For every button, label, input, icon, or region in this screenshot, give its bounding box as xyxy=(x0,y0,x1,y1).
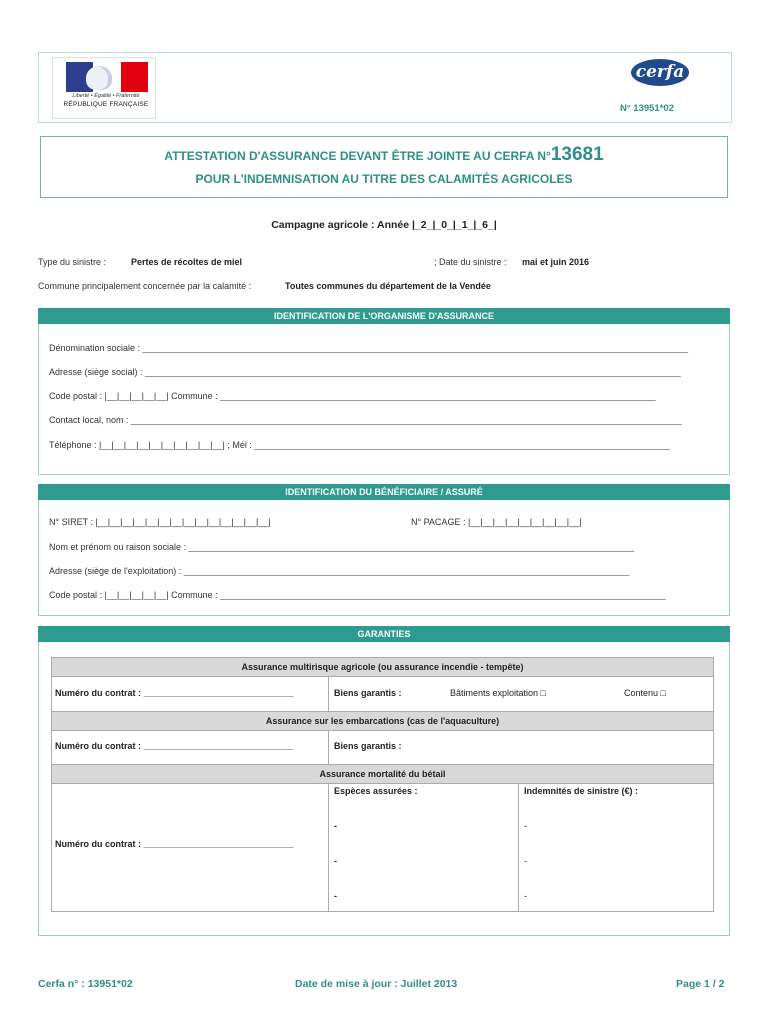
footer-page-number: Page 1 / 2 xyxy=(676,978,725,990)
commune-label: Commune principalement concernée par la calamité : xyxy=(38,281,252,291)
mortalite-header: Assurance mortalité du bétail xyxy=(51,764,714,784)
multirisque-contract-field[interactable]: Numéro du contrat : ______________________________ xyxy=(55,688,294,698)
title-cerfa-number: 13681 xyxy=(550,144,604,165)
code-postal-commune-beneficiaire-field[interactable]: Code postal : |__|__|__|__|__| Commune : _________________________________________________________________________________________ xyxy=(49,590,666,600)
espece-entry-2[interactable]: - xyxy=(334,856,337,866)
telephone-mel-field[interactable]: Téléphone : |__|__|__|__|__|__|__|__|__|__| ; Mél : ___________________________________________________________________________________ xyxy=(49,440,670,450)
espece-entry-3[interactable]: - xyxy=(334,891,337,901)
pacage-field[interactable]: N° PACAGE : |__|__|__|__|__|__|__|__|__| xyxy=(411,517,582,527)
footer-cerfa-number: Cerfa n° : 13951*02 xyxy=(38,978,133,990)
republic-name: RÉPUBLIQUE FRANÇAISE xyxy=(63,101,149,108)
espece-entry-1[interactable]: - xyxy=(334,821,337,831)
siret-field[interactable]: N° SIRET : |__|__|__|__|__|__|__|__|__|__|__|__|__|__| xyxy=(49,517,271,527)
multirisque-header: Assurance multirisque agricole (ou assurance incendie - tempête) xyxy=(51,657,714,677)
footer-update-date: Date de mise à jour : Juillet 2013 xyxy=(295,978,458,990)
sinistre-date-value: mai et juin 2016 xyxy=(522,257,590,267)
marianne-flag-icon xyxy=(66,62,148,92)
commune-value: Toutes communes du département de la Vendée xyxy=(285,281,491,291)
contact-field[interactable]: Contact local, nom : ______________________________________________________________________________________________________________ xyxy=(49,415,682,425)
contenu-checkbox[interactable]: Contenu □ xyxy=(624,688,666,698)
especes-cell xyxy=(328,783,519,912)
title-prefix: ATTESTATION D'ASSURANCE DEVANT ÊTRE JOINTE AU CERFA N° xyxy=(164,149,551,163)
cerfa-logo: cerfa xyxy=(631,59,689,86)
nom-raison-sociale-field[interactable]: Nom et prénom ou raison sociale : _________________________________________________________________________________________ xyxy=(49,542,635,552)
denomination-field[interactable]: Dénomination sociale : _____________________________________________________________________________________________________________ xyxy=(49,343,689,353)
sinistre-date-label: ; Date du sinistre : xyxy=(434,257,507,267)
indemnites-label: Indemnités de sinistre (€) : xyxy=(524,786,639,796)
section-garanties-title: GARANTIES xyxy=(38,626,730,642)
multirisque-biens-label: Biens garantis : xyxy=(334,688,402,698)
indemnites-cell xyxy=(518,783,714,912)
campagne-year: Campagne agricole : Année |_2_|_0_|_1_|_6_| xyxy=(271,219,497,231)
batiments-checkbox[interactable]: Bâtiments exploitation □ xyxy=(450,688,546,698)
section-assureur-title: IDENTIFICATION DE L'ORGANISME D'ASSURANCE xyxy=(38,308,730,324)
embarcations-contract-field[interactable]: Numéro du contrat : ______________________________ xyxy=(55,741,294,751)
section-beneficiaire-title: IDENTIFICATION DU BÉNÉFICIAIRE / ASSURÉ xyxy=(38,484,730,500)
title-line-1 xyxy=(40,144,728,166)
sinistre-type-value: Pertes de récoltes de miel xyxy=(131,257,243,267)
indemnite-entry-3[interactable]: - xyxy=(524,891,527,901)
indemnite-entry-1[interactable]: - xyxy=(524,821,527,831)
adresse-siege-field[interactable]: Adresse (siège social) : ___________________________________________________________________________________________________________ xyxy=(49,367,681,377)
code-postal-commune-field[interactable]: Code postal : |__|__|__|__|__| Commune : _______________________________________________________________________________________ xyxy=(49,391,656,401)
adresse-exploitation-field[interactable]: Adresse (siège de l'exploitation) : _________________________________________________________________________________________ xyxy=(49,566,630,576)
especes-label: Espèces assurées : xyxy=(334,786,418,796)
embarcations-header: Assurance sur les embarcations (cas de l'aquaculture) xyxy=(51,711,714,731)
embarcations-biens-label: Biens garantis : xyxy=(334,741,402,751)
mortalite-contract-field[interactable]: Numéro du contrat : ______________________________ xyxy=(55,839,294,849)
republic-motto: Liberté • Égalité • Fraternité xyxy=(72,93,140,99)
form-number: N° 13951*02 xyxy=(620,103,674,114)
sinistre-type-label: Type du sinistre : xyxy=(38,257,107,267)
title-line-2: POUR L'INDEMNISATION AU TITRE DES CALAMITÉS AGRICOLES xyxy=(195,172,573,186)
indemnite-entry-2[interactable]: - xyxy=(524,856,527,866)
